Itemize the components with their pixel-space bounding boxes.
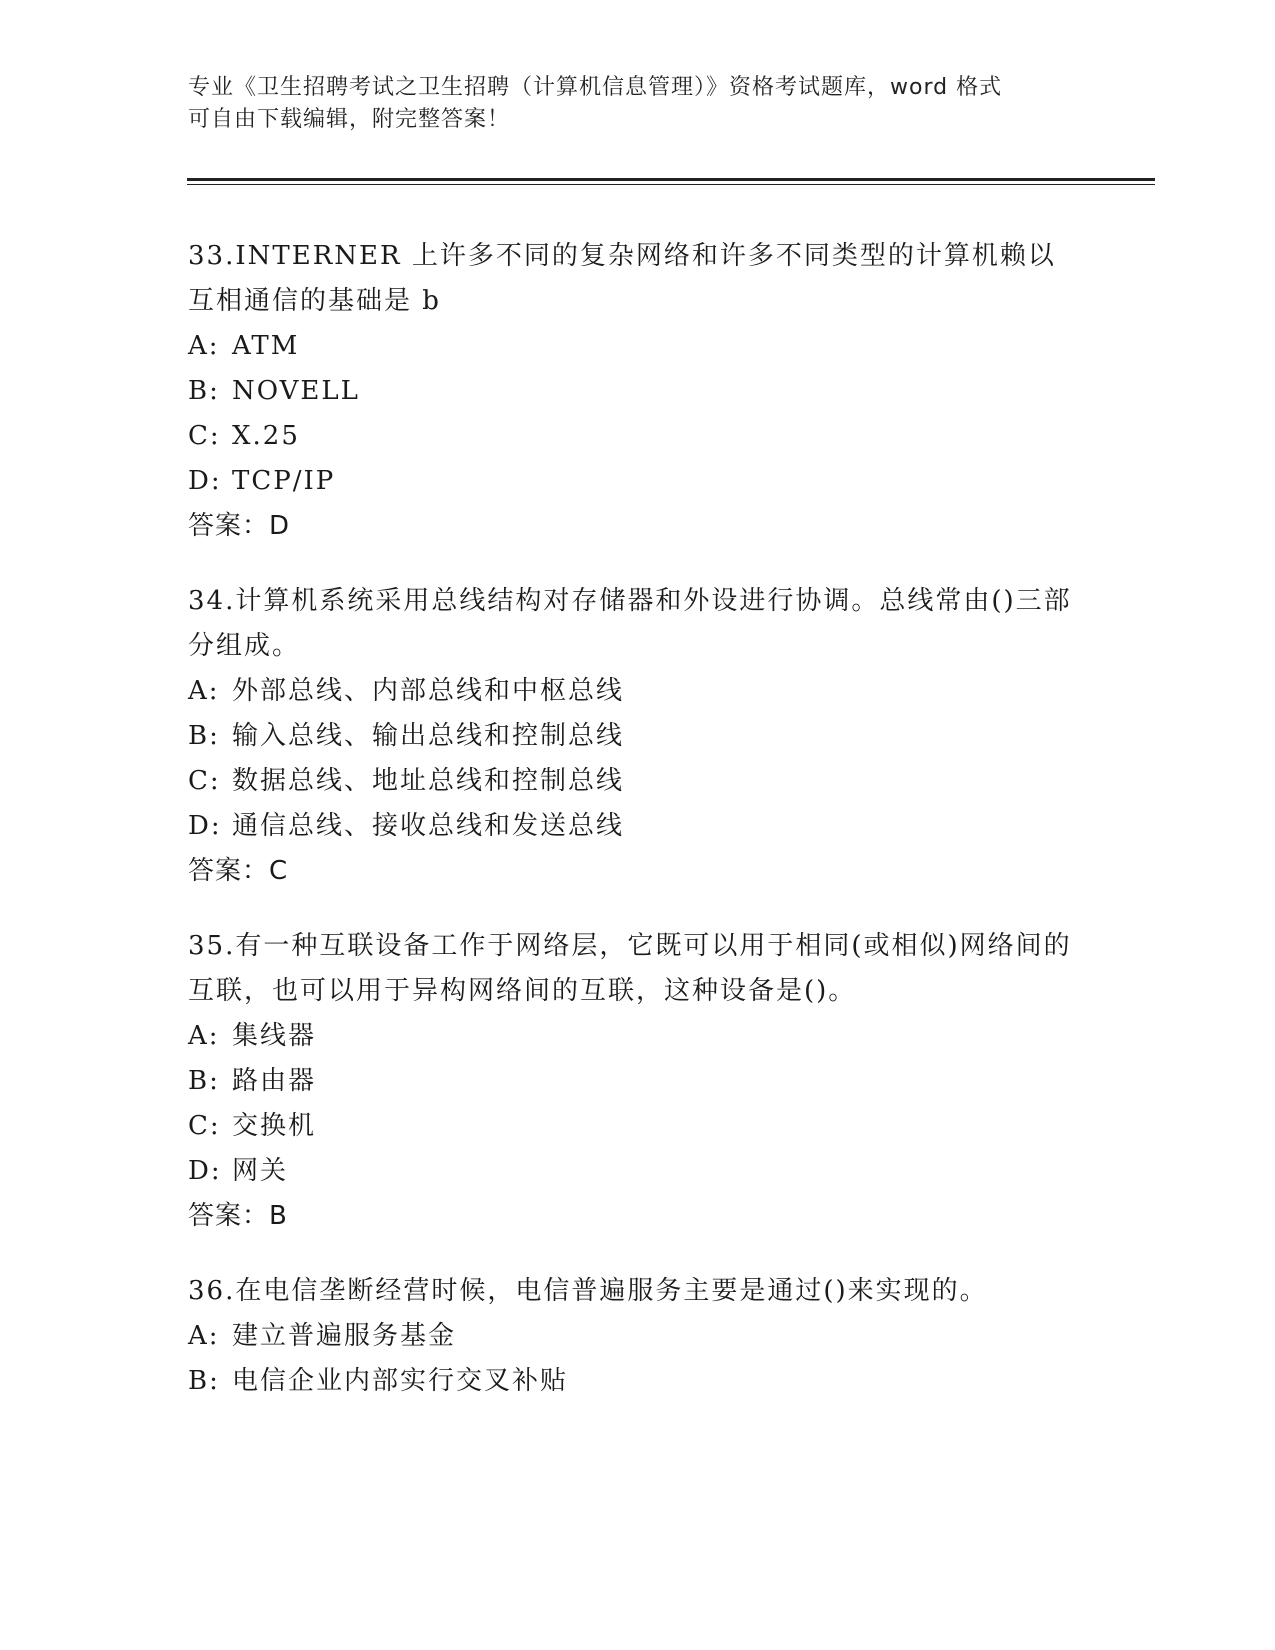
option-text: X.25	[232, 421, 300, 451]
option-letter: B:	[188, 376, 220, 406]
option-letter: A:	[188, 1321, 220, 1351]
option-text: 集线器	[232, 1021, 317, 1051]
question-stem: 35.有一种互联设备工作于网络层，它既可以用于相同(或相似)网络间的互联，也可以用于异构网络间的互联，这种设备是()。	[188, 931, 1072, 1006]
option-letter: B:	[188, 1066, 220, 1096]
option-b	[188, 1059, 1088, 1104]
option-b	[188, 369, 1088, 414]
option-letter: D:	[188, 811, 222, 841]
option-letter: C:	[188, 1111, 221, 1141]
option-c	[188, 759, 1088, 804]
option-text: 建立普遍服务基金	[232, 1321, 457, 1351]
divider-thin-line	[187, 184, 1155, 185]
question-34	[188, 579, 1088, 894]
answer-line: 答案：D	[188, 511, 291, 541]
option-b	[188, 714, 1088, 759]
option-letter: B:	[188, 1366, 220, 1396]
document-header	[188, 72, 1068, 136]
option-b	[188, 1359, 1088, 1404]
option-c	[188, 414, 1088, 459]
option-text: NOVELL	[232, 376, 360, 406]
header-line-1: 专业《卫生招聘考试之卫生招聘（计算机信息管理）》资格考试题库，word 格式	[188, 75, 1003, 100]
option-letter: D:	[188, 466, 222, 496]
option-letter: D:	[188, 1156, 222, 1186]
question-36	[188, 1269, 1088, 1404]
option-text: 外部总线、内部总线和中枢总线	[232, 676, 625, 706]
question-33	[188, 234, 1088, 549]
option-text: TCP/IP	[232, 466, 336, 496]
option-text: 路由器	[232, 1066, 317, 1096]
option-a	[188, 324, 1088, 369]
option-c	[188, 1104, 1088, 1149]
question-list	[188, 234, 1088, 1434]
option-letter: B:	[188, 721, 220, 751]
option-letter: A:	[188, 331, 220, 361]
option-text: 网关	[232, 1156, 289, 1186]
option-text: 输入总线、输出总线和控制总线	[232, 721, 625, 751]
option-d	[188, 459, 1088, 504]
option-letter: A:	[188, 1021, 220, 1051]
option-a	[188, 1014, 1088, 1059]
option-letter: C:	[188, 421, 221, 451]
answer-line: 答案：C	[188, 856, 289, 886]
question-stem: 34.计算机系统采用总线结构对存储器和外设进行协调。总线常由()三部分组成。	[188, 586, 1072, 661]
header-divider	[187, 178, 1155, 185]
option-text: ATM	[232, 331, 300, 361]
option-text: 通信总线、接收总线和发送总线	[232, 811, 625, 841]
option-text: 交换机	[232, 1111, 317, 1141]
option-a	[188, 1314, 1088, 1359]
option-text: 数据总线、地址总线和控制总线	[232, 766, 625, 796]
option-letter: A:	[188, 676, 220, 706]
option-letter: C:	[188, 766, 221, 796]
option-a	[188, 669, 1088, 714]
option-d	[188, 1149, 1088, 1194]
question-stem: 33.INTERNER 上许多不同的复杂网络和许多不同类型的计算机赖以互相通信的基础是 b	[188, 241, 1056, 316]
answer-line: 答案：B	[188, 1201, 288, 1231]
option-d	[188, 804, 1088, 849]
header-line-2: 可自由下载编辑，附完整答案！	[188, 107, 511, 132]
option-text: 电信企业内部实行交叉补贴	[232, 1366, 569, 1396]
question-35	[188, 924, 1088, 1239]
question-stem: 36.在电信垄断经营时候，电信普遍服务主要是通过()来实现的。	[188, 1276, 988, 1306]
